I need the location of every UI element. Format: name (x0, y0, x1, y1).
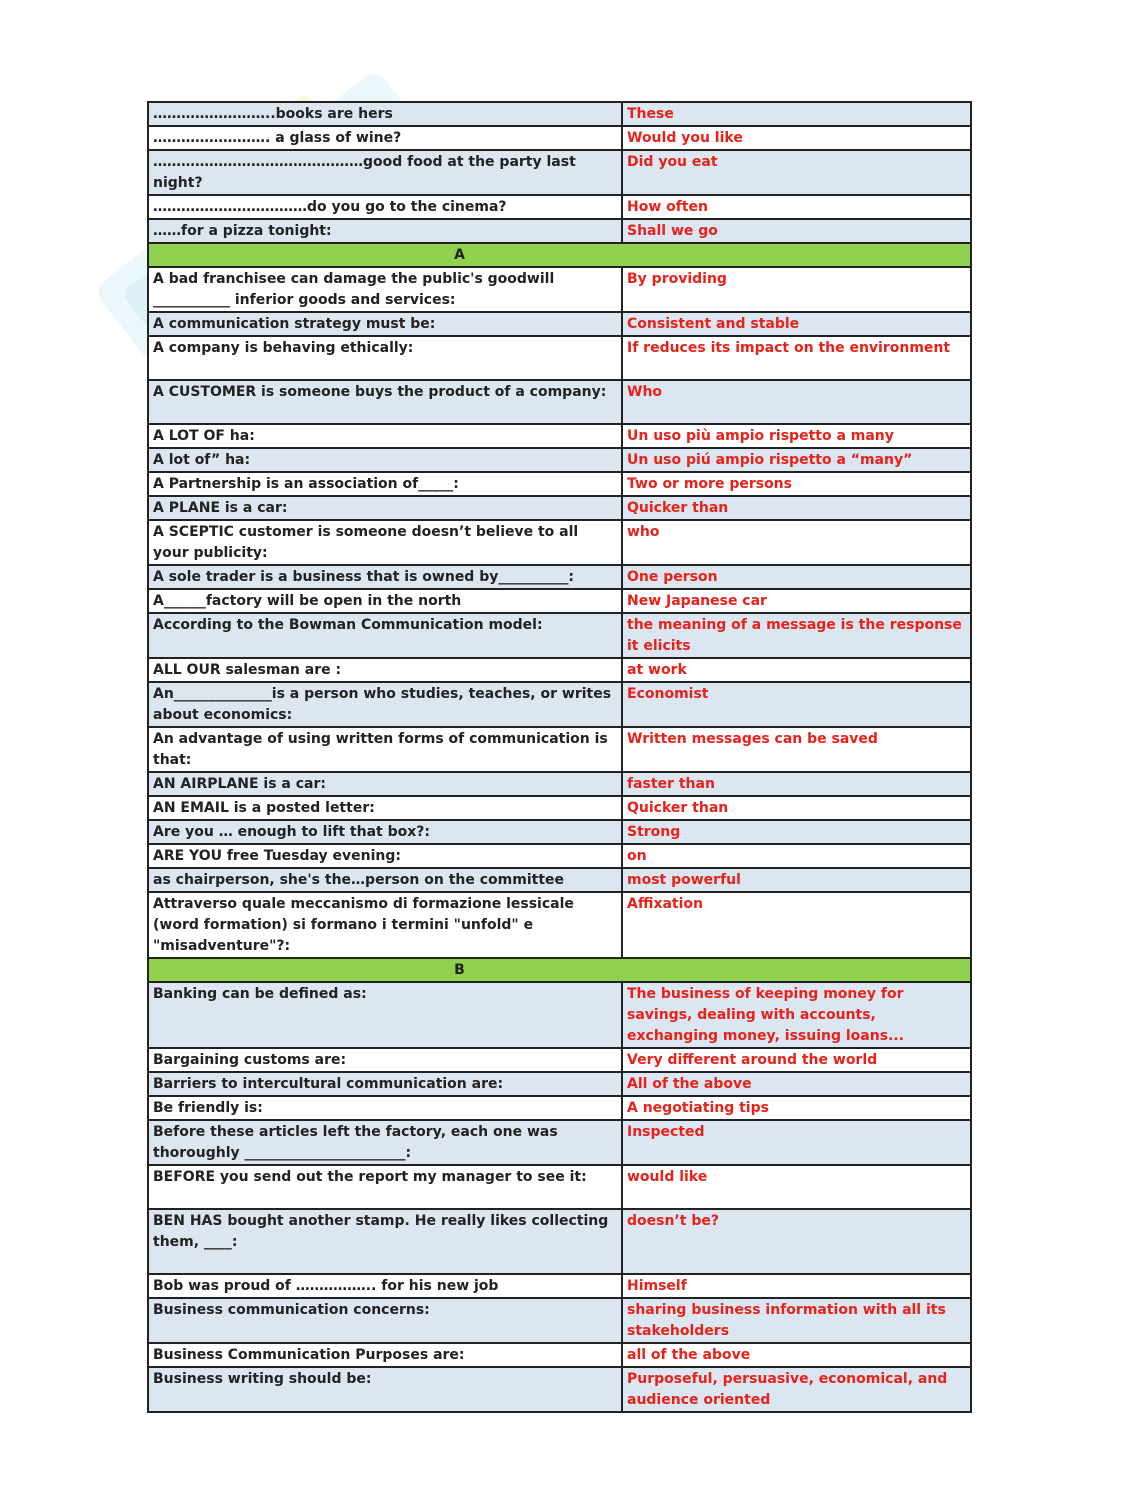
answer-cell: The business of keeping money for savings, dealing with accounts, exchanging money, issuing loans... (622, 982, 971, 1048)
answer-cell: Did you eat (622, 150, 971, 195)
table-row (148, 1165, 971, 1209)
table-row (148, 1096, 971, 1120)
question-cell: A LOT OF ha: (148, 424, 622, 448)
question-cell: Attraverso quale meccanismo di formazione lessicale (word formation) si formano i termini "unfold" e "misadventure"?: (148, 892, 622, 958)
answer-cell: These (622, 102, 971, 126)
table-row (148, 496, 971, 520)
answer-cell: Written messages can be saved (622, 727, 971, 772)
answer-cell: Strong (622, 820, 971, 844)
question-cell: AN EMAIL is a posted letter: (148, 796, 622, 820)
question-cell: BEN HAS bought another stamp. He really likes collecting them, ____: (148, 1209, 622, 1274)
table-row (148, 1343, 971, 1367)
question-cell: ………………………………………good food at the party last night? (148, 150, 622, 195)
answer-cell: Quicker than (622, 796, 971, 820)
answer-cell: Who (622, 380, 971, 424)
question-cell: A communication strategy must be: (148, 312, 622, 336)
table-row (148, 868, 971, 892)
answer-cell: faster than (622, 772, 971, 796)
question-cell: A lot of” ha: (148, 448, 622, 472)
table-row (148, 102, 971, 126)
table-row (148, 312, 971, 336)
table-row (148, 126, 971, 150)
question-cell: Business writing should be: (148, 1367, 622, 1412)
table-row (148, 820, 971, 844)
question-cell: An______________is a person who studies, teaches, or writes about economics: (148, 682, 622, 727)
table-row (148, 658, 971, 682)
question-cell: ……………………..books are hers (148, 102, 622, 126)
answer-cell: Affixation (622, 892, 971, 958)
answer-cell: Un uso più ampio rispetto a many (622, 424, 971, 448)
answer-cell: By providing (622, 267, 971, 312)
question-cell: ALL OUR salesman are : (148, 658, 622, 682)
question-cell: A______factory will be open in the north (148, 589, 622, 613)
answer-cell: doesn’t be? (622, 1209, 971, 1274)
table-row (148, 982, 971, 1048)
table-row (148, 1072, 971, 1096)
table-row (148, 1120, 971, 1165)
answer-cell: sharing business information with all its stakeholders (622, 1298, 971, 1343)
answer-cell: Un uso piú ampio rispetto a “many” (622, 448, 971, 472)
answer-cell: Inspected (622, 1120, 971, 1165)
question-cell: According to the Bowman Communication model: (148, 613, 622, 658)
answer-cell: who (622, 520, 971, 565)
answer-cell: most powerful (622, 868, 971, 892)
answer-cell: Economist (622, 682, 971, 727)
table-row (148, 892, 971, 958)
answer-cell: All of the above (622, 1072, 971, 1096)
question-cell: ARE YOU free Tuesday evening: (148, 844, 622, 868)
table-row (148, 1209, 971, 1274)
table-row (148, 589, 971, 613)
question-cell: A CUSTOMER is someone buys the product of a company: (148, 380, 622, 424)
table-row (148, 1367, 971, 1412)
question-cell: ……………………. a glass of wine? (148, 126, 622, 150)
question-cell: BEFORE you send out the report my manager to see it: (148, 1165, 622, 1209)
table-row (148, 219, 971, 243)
answer-cell: How often (622, 195, 971, 219)
question-cell: A company is behaving ethically: (148, 336, 622, 380)
table-row (148, 1274, 971, 1298)
question-cell: ……for a pizza tonight: (148, 219, 622, 243)
question-cell: An advantage of using written forms of communication is that: (148, 727, 622, 772)
answer-cell: Himself (622, 1274, 971, 1298)
answer-cell: at work (622, 658, 971, 682)
section-header-row (148, 958, 971, 982)
question-cell: Barriers to intercultural communication are: (148, 1072, 622, 1096)
answer-cell: Would you like (622, 126, 971, 150)
question-cell: A SCEPTIC customer is someone doesn’t believe to all your publicity: (148, 520, 622, 565)
section-label: A (148, 243, 971, 267)
table-row (148, 472, 971, 496)
question-cell: Be friendly is: (148, 1096, 622, 1120)
answer-cell: If reduces its impact on the environment (622, 336, 971, 380)
table-row (148, 267, 971, 312)
qa-table-body (148, 102, 971, 1412)
qa-table (147, 101, 972, 1413)
table-row (148, 844, 971, 868)
question-cell: Are you … enough to lift that box?: (148, 820, 622, 844)
question-cell: A Partnership is an association of_____: (148, 472, 622, 496)
section-header-row (148, 243, 971, 267)
question-cell: A bad franchisee can damage the public's goodwill ___________ inferior goods and services: (148, 267, 622, 312)
answer-cell: Consistent and stable (622, 312, 971, 336)
answer-cell: the meaning of a message is the response it elicits (622, 613, 971, 658)
question-cell: Before these articles left the factory, each one was thoroughly _______________________: (148, 1120, 622, 1165)
table-row (148, 613, 971, 658)
table-row (148, 336, 971, 380)
answer-cell: Very different around the world (622, 1048, 971, 1072)
table-row (148, 796, 971, 820)
answer-cell: Two or more persons (622, 472, 971, 496)
answer-cell: Purposeful, persuasive, economical, and audience oriented (622, 1367, 971, 1412)
table-row (148, 448, 971, 472)
section-label: B (148, 958, 971, 982)
answer-cell: would like (622, 1165, 971, 1209)
question-cell: Business communication concerns: (148, 1298, 622, 1343)
table-row (148, 520, 971, 565)
table-row (148, 682, 971, 727)
answer-cell: One person (622, 565, 971, 589)
table-row (148, 195, 971, 219)
question-cell: Bob was proud of …………….. for his new job (148, 1274, 622, 1298)
table-row (148, 727, 971, 772)
answer-cell: Quicker than (622, 496, 971, 520)
question-cell: A sole trader is a business that is owned by__________: (148, 565, 622, 589)
answer-cell: A negotiating tips (622, 1096, 971, 1120)
question-cell: Bargaining customs are: (148, 1048, 622, 1072)
question-cell: as chairperson, she's the…person on the committee (148, 868, 622, 892)
answer-cell: Shall we go (622, 219, 971, 243)
question-cell: Business Communication Purposes are: (148, 1343, 622, 1367)
answer-cell: all of the above (622, 1343, 971, 1367)
table-row (148, 1048, 971, 1072)
table-row (148, 150, 971, 195)
table-row (148, 565, 971, 589)
question-cell: A PLANE is a car: (148, 496, 622, 520)
table-row (148, 1298, 971, 1343)
answer-cell: on (622, 844, 971, 868)
question-cell: AN AIRPLANE is a car: (148, 772, 622, 796)
question-cell: ……………………………do you go to the cinema? (148, 195, 622, 219)
table-row (148, 772, 971, 796)
table-row (148, 380, 971, 424)
table-row (148, 424, 971, 448)
answer-cell: New Japanese car (622, 589, 971, 613)
question-cell: Banking can be defined as: (148, 982, 622, 1048)
